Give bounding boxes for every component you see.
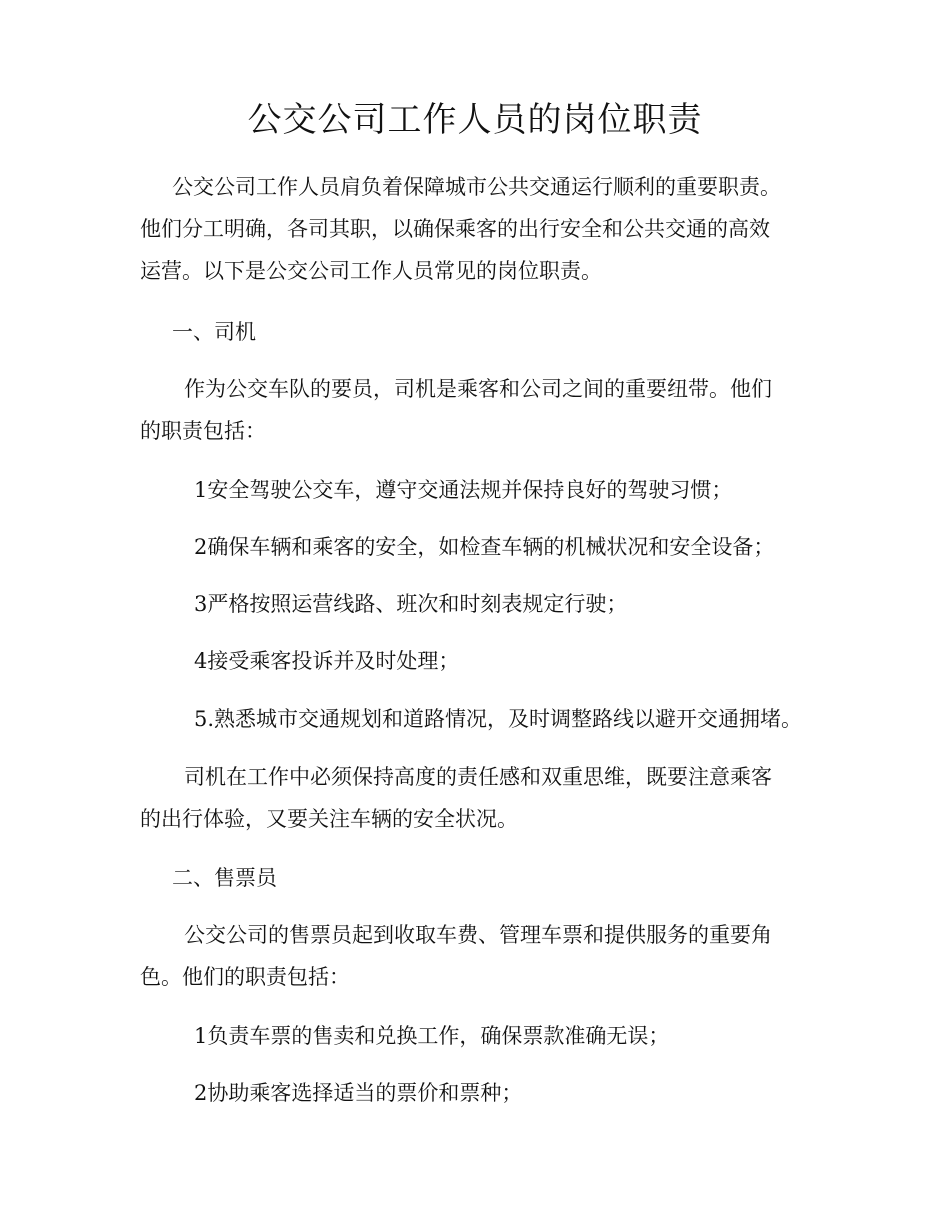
driver-duty-item: 4接受乘客投诉并及时处理； (194, 649, 460, 673)
ticket-seller-intro-line: 色。他们的职责包括： (140, 965, 350, 989)
driver-duty-item: 5.熟悉城市交通规划和道路情况，及时调整路线以避开交通拥堵。 (194, 707, 803, 731)
driver-duty-item: 1安全驾驶公交车，遵守交通法规并保持良好的驾驶习惯； (194, 478, 733, 502)
intro-line: 公交公司工作人员肩负着保障城市公共交通运行顺利的重要职责。 (172, 175, 781, 199)
driver-intro-line: 作为公交车队的要员，司机是乘客和公司之间的重要纽带。他们 (184, 377, 772, 401)
ticket-seller-duty-item: 2协助乘客选择适当的票价和票种； (194, 1081, 523, 1105)
driver-duty-item: 2确保车辆和乘客的安全，如检查车辆的机械状况和安全设备； (194, 535, 775, 559)
driver-closing-line: 的出行体验，又要关注车辆的安全状况。 (140, 807, 518, 831)
intro-line: 他们分工明确，各司其职，以确保乘客的出行安全和公共交通的高效 (140, 217, 770, 241)
section-heading-driver: 一、司机 (172, 320, 256, 344)
driver-closing-line: 司机在工作中必须保持高度的责任感和双重思维，既要注意乘客 (184, 765, 772, 789)
document-title: 公交公司工作人员的岗位职责 (247, 100, 703, 140)
intro-line: 运营。以下是公交公司工作人员常见的岗位职责。 (140, 259, 602, 283)
section-heading-ticket-seller: 二、售票员 (172, 866, 277, 890)
driver-intro-line: 的职责包括： (140, 419, 266, 443)
ticket-seller-duty-item: 1负责车票的售卖和兑换工作，确保票款准确无误； (194, 1024, 670, 1048)
driver-duty-item: 3严格按照运营线路、班次和时刻表规定行驶； (194, 592, 628, 616)
ticket-seller-intro-line: 公交公司的售票员起到收取车费、管理车票和提供服务的重要角 (184, 923, 772, 947)
